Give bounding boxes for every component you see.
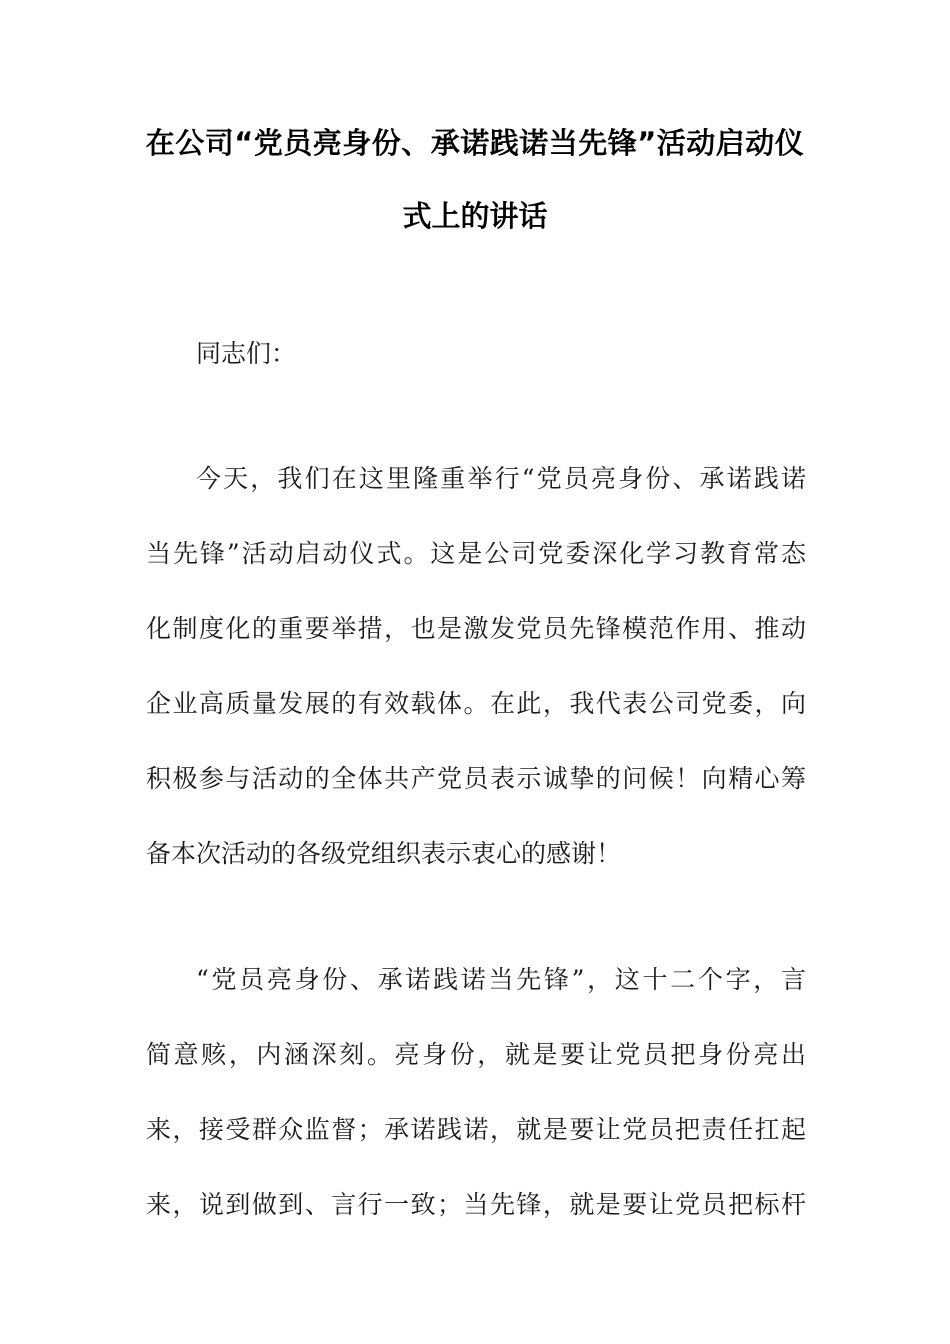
- paragraph-line: 企业高质量发展的有效载体。在此，我代表公司党委，向: [146, 689, 806, 718]
- paragraph-line: 今天，我们在这里隆重举行“党员亮身份、承诺践诺: [196, 464, 806, 493]
- paragraph-line: 简意赅，内涵深刻。亮身份，就是要让党员把身份亮出: [146, 1040, 806, 1069]
- document-title-line-2: 式上的讲话: [402, 199, 548, 233]
- paragraph-line: “党员亮身份、承诺践诺当先锋”，这十二个字，言: [196, 965, 806, 994]
- paragraph-line: 当先锋”活动启动仪式。这是公司党委深化学习教育常态: [146, 539, 806, 568]
- paragraph-line: 来，说到做到、言行一致；当先锋，就是要让党员把标杆: [146, 1190, 806, 1219]
- paragraph-line: 来，接受群众监督；承诺践诺，就是要让党员把责任扛起: [146, 1115, 806, 1144]
- paragraph-line: 化制度化的重要举措，也是激发党员先锋模范作用、推动: [146, 614, 806, 643]
- salutation: 同志们：: [196, 339, 297, 368]
- document-title-line-1: 在公司“党员亮身份、承诺践诺当先锋”活动启动仪: [145, 126, 805, 160]
- paragraph-line: 积极参与活动的全体共产党员表示诚挚的问候！向精心筹: [146, 764, 806, 793]
- paragraph-line: 备本次活动的各级党组织表示衷心的感谢！: [146, 839, 622, 868]
